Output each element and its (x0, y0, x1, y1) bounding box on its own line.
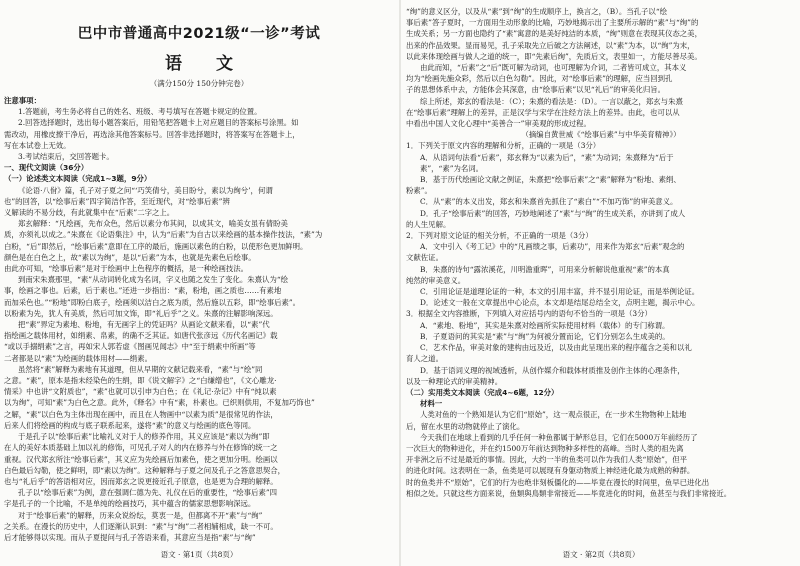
text-line: 文献佐证。 (406, 253, 443, 263)
text-line: 开非洲之后不过是最近的事情。因此，大约一半的鱼类可以作为我们人类“原始”，但平 (406, 455, 688, 465)
text-line: 以粉素为先，犹人有美质，然后可加文饰，即“礼后乎”之义。朱熹的注解影响深远。 (4, 308, 278, 318)
text-line: 素”，“素”为名词。 (420, 163, 484, 173)
text-line: 而加采色也。”“粉地”即粉白底子，绘画须以洁白之底为质，然后施以五彩，即“绘事后素”。 (4, 297, 301, 307)
page-left (4, 0, 394, 566)
text-line: 二者都是以“素”为绘画的载体用材——绢素。 (4, 353, 152, 363)
text-line: 在人的美好本质基础上加以礼的修饰，可见孔子对人的内在修养与外在修饰的统一之 (4, 443, 278, 453)
text-line: 材料一 (420, 399, 443, 409)
text-line: C．从“素”的本义出发，郑玄和朱熹首先抓住了“素白”“不加巧饰”的审美意义。 (420, 197, 678, 207)
text-line: 出来的作品效果。显而易见，孔子采取先立后破之方法阐述，以“素”为本，以“绚”为末， (406, 40, 695, 50)
text-line: 由此而知，“后素”之“后”既可解为动词，也可理解为介词，二者皆可成立，其本义 (420, 63, 687, 73)
text-line: 之解，“素”以白色为主体出现在画中，而且在人物画中“以素为质”是很常见的作法， (4, 409, 278, 419)
text-line: 重视。汉代郑玄所注“绘事后素”，其义应为先绘画后加素色，使之更加分明。绘画以 (4, 454, 278, 464)
exam-title: 巴中市普通高中2021级“一诊”考试 (77, 26, 321, 42)
text-line: 也与“礼后乎”的答语相对应，因而郑玄之说更接近孔子原意，也是更为合理的解释。 (4, 476, 278, 486)
text-line: 中看出中国人文化心理中“美善合一”审美观的形成过程。 (406, 119, 591, 129)
text-line: C．引用论证是道理论证的一种，本文的引用丰富，并不显引用论证，而是举例论证。 (420, 287, 700, 297)
text-line: 子的思想体系中去，方能体会其深意，由“绘事后素”以见“礼后”的审美化归旨。 (406, 85, 666, 95)
text-line: 到南宋朱熹那里，“素”从动词转化成为名词，字义也随之发生了变化。朱熹认为“绘 (18, 275, 289, 285)
text-line: 质，亦须礼以成之。”朱熹在《论语集注》中，认为“后素”为自古以来绘画的基本操作技法，“素”为 (4, 230, 323, 240)
text-line: 纯然的审美意义。 (406, 275, 466, 285)
text-line: 注意事项： (4, 96, 41, 105)
text-line: A．“素地、粉地”，其实是朱熹对绘画所实际使用材料（载体）的专门称谓。 (420, 320, 670, 330)
text-line: 以此来体现绘画与做人之道的统一，即“先素后绚”，先质后文，表里如一，方能尽善尽美。 (406, 51, 702, 61)
page-footer-2: 语文 · 第2页（共8页） (562, 550, 640, 559)
text-line: 2．下列对原文论证的相关分析，不正确的一项是（3分） (406, 231, 593, 241)
text-line: 白粉，“后”即然后，“绘事后素”意即在工序的最后，施画以素色的白粉，以使形色更加鲜明。 (4, 241, 308, 251)
text-line: 于是孔子以“绘事后素”比喻礼义对于人的修养作用，其义应该是“素以为绚”即 (18, 432, 270, 442)
text-line: 孔子以“绘事后素”为例，意在强调仁德为先、礼仪在后的重要性，“绘事后素”四 (18, 488, 278, 498)
text-line: D．孔子“绘事后素”的回答，巧妙地阐述了“素”与“绚”的生成关系，亦讲到了成人 (420, 208, 686, 218)
text-line: 白色最后勾勒，使之鲜明，即“素以为绚”。这种解释与子夏之问及孔子之答意思契合， (4, 465, 286, 475)
page-left-body (4, 95, 394, 543)
text-line: （二）实用类文本阅读（完成4~6题，12分） (406, 387, 559, 397)
text-line: 2.回答选择题时，选出每小题答案后，用铅笔把答题卡上对应题目的答案标号涂黑。如 (18, 118, 299, 128)
text-line: 3．根据全文内容推断，下列填入对应括号内的语句不恰当的一项是（3分） (406, 309, 652, 319)
text-line: 在“绘事后素”理解上的差异，正是汉学与宋学在注经方法上的差异。由此，也可以从 (406, 107, 680, 117)
text-line: 指绘画之载体用材，如绢素、帛素，的确不乏其证。如唐代张彦远《历代名画记》载 (4, 331, 278, 341)
text-line: B．朱熹的诗句“露浓溪花，川明澹重晖”，可用来分析解说他重视“素”的本真 (420, 264, 670, 274)
text-line: A．文中引入《考工记》中的“凡画缋之事，后素功”，用来作为郑玄“后素”观念的 (420, 242, 685, 252)
text-line: 义解读的不易分歧，有此就集中在“后素”二字之上。 (4, 208, 175, 218)
text-line: 1．下列关于原文内容的理解和分析，正确的一项是（3分） (406, 141, 601, 151)
text-line: 虽然将“素”解释为素地有其道理，但从早期的文献记载来看，“素”与“绘”同 (18, 364, 263, 374)
text-line: B．子夏语问的其实是“素”与“绚”为何被分置而论，它们分别怎么生成美的。 (420, 331, 670, 341)
text-line: 的人生见解。 (406, 219, 451, 229)
text-line: 3.考试结束后，交回答题卡。 (18, 152, 114, 162)
text-line: 一、现代文阅读（36分） (4, 163, 89, 173)
text-line: 相似之处。只就这些方面来说，鱼類與鳥類非常接近——毕竟进化的时间，鱼甚至与我们非常接近。 (406, 488, 732, 498)
text-line: 后来人们将绘画的构成与底子联系起来，遂将“素”的意义与绘画的底色等同。 (4, 420, 256, 430)
page-divider (399, 0, 401, 566)
text-line: “或以手搦绢素”之言，再如宋人郭若虚《图画见闻志》中“至于绢素中所画”等 (4, 342, 256, 352)
text-line: 写在本试卷上无效。 (4, 140, 71, 150)
subject-title: 语 文 (165, 54, 247, 74)
text-line: （摘编自黄世威《“绘事后素”与中华美育精神》） (521, 130, 681, 140)
text-line: 郑玄解释：“凡绘画，先布众色，然后以素分布其间，以成其文，喻美女虽有倩盼美 (18, 219, 288, 229)
text-line: 《论语·八佾》篇，孔子对子夏之问“‘巧笑倩兮，美目盼兮，素以为绚兮’，何谓 (18, 185, 273, 195)
text-line: 均为“绘画先施众彩，然后以白色勾勒”。因此，对“绘事后素”的理解，应当回到孔 (406, 74, 673, 84)
page-right (406, 0, 796, 566)
text-line: 对于“绘事后素”的解释，历来众说纷纭，莫衷一是，但都离不开“素”与“绚” (18, 510, 263, 520)
text-line: 今天我们在地球上看到的几乎任何一种鱼都属于鲈形总目，它们在5000万年前经历了 (420, 432, 698, 442)
text-line: 育人之道。 (406, 354, 443, 364)
text-line: 以为绚”，可知“素”为白色之意。此外，《释名》中有“素，朴素也。已织则供用，不复加巧饰也” (4, 398, 315, 408)
text-line: C．艺术作品，审美对象的建构由远及近，以及由此呈现出来的程序蕴含之美和以礼 (420, 343, 692, 353)
page-right-body (406, 6, 796, 499)
score-time-note: （满分150分 150分钟完卷） (149, 79, 249, 88)
text-line: 后，留在水里的动物就停止了演化。 (406, 421, 525, 431)
text-line: 把“素”界定为素地、粉地，有无画字上的凭证吗？从画论文献来看，以“素”代 (18, 320, 270, 330)
text-line: 生成关系；另一方面也隐约了“素”寓意的是美好纯洁的本质，“绚”则意在表现其仪态之美， (406, 29, 702, 39)
text-line: 需改动，用橡皮擦干净后，再选涂其他答案标号。回答非选择题时，将答案写在答题卡上， (4, 129, 300, 139)
text-line: 事后素”答子夏时，一方面用生动形象的比喻，巧妙地揭示出了主要所示解的“素”与“绚”的 (406, 18, 699, 28)
text-line: 以及一种理论式的审美精神。 (406, 376, 503, 386)
text-line: 之关系。在漫长的历史中，人们逐渐认识到：“素”与“绚”二者相辅相成，缺一不可。 (4, 521, 278, 531)
text-line: 情采》中也讲“文附质也”，“素”也就可以引申为白色；在《礼记·杂记》中有“纯以素 (4, 387, 277, 397)
text-line: D．基于语词义理的视域透析，从创作媒介和载体材质推及创作主体的心理条件， (420, 365, 685, 375)
text-line: 之意。“素”，原本是指未经染色的生绢，即《说文解字》之“白缣缯也”，《文心雕龙· (4, 376, 277, 386)
text-line: 综上所述，郑玄的看法是：（C）；朱熹的看法是：（D）。一言以蔽之，郑玄与朱熹 (420, 96, 683, 106)
text-line: B．基于历代绘画论文献之例证，朱熹把“绘事后素”之“素”解释为“粉地、素绢、 (420, 175, 681, 185)
text-line: 一次巨大的物种迸化，并在约1500万年前达到物种多样性的高峰。当时人类的祖先离 (406, 443, 684, 453)
text-line: 事，绘画之事也。后素，后于素也。”还进一步指出：“素，粉地，画之质也……有素地 (4, 286, 282, 296)
text-line: 字是孔子的一个比喻，不是单纯的绘画技巧，其中蕴含的儒家思想影响深远。 (4, 499, 256, 509)
text-line: “绚”的意义区分，以及从“素”到“绚”的生成顺序上，换言之，（B）。当孔子以“绘 (406, 7, 667, 16)
text-line: 颜色是在白色之上，故“素以为绚”，是以“后素”为本，也就是先素色后绘事。 (4, 252, 256, 262)
page-footer-1: 语文 · 第1页（共8页） (160, 550, 238, 559)
text-line: 粉素”。 (406, 186, 432, 196)
text-line: 后才能够得以实现。而从子夏提问与孔子答语来看，其意应当是指“素”与“绚” (4, 532, 256, 542)
text-line: D．论述文一般在文章提出中心论点，本文却是结尾总结全文，点明主题，揭示中心。 (420, 298, 700, 308)
text-line: （一）论述类文本阅读（完成1~3题，9分） (4, 174, 152, 184)
text-line: 的进化时间。这表明在一条，鱼类是可以展现有身躯动物质上神经进化最为成熟的种群。 (406, 466, 695, 476)
text-line: A．从语词句法看“后素”，郑玄释为“以素为后”，“素”为动词；朱熹释为“后于 (420, 152, 674, 162)
text-line: 人类对鱼的一个熟知是认为它们“原始”，这一观点很正，在一步术生物物种上陆地 (420, 410, 687, 420)
text-line: 1.答题前，考生务必将自己的姓名、班级、考号填写在答题卡规定的位置。 (18, 107, 262, 117)
text-line: 由此亦可知，“绘事后素”是对于绘画中上色程序的概括，是一种绘画技法。 (4, 264, 249, 274)
text-line: 时的鱼类并不“原始”，它们的行为也绝非刻板僵化的——毕竟在漫长的时间里，鱼早已进化出 (406, 477, 710, 487)
text-line: 也”的回答，以“绘事后素”四字简洁作答，至近现代，对“绘事后素”辨 (4, 196, 230, 206)
